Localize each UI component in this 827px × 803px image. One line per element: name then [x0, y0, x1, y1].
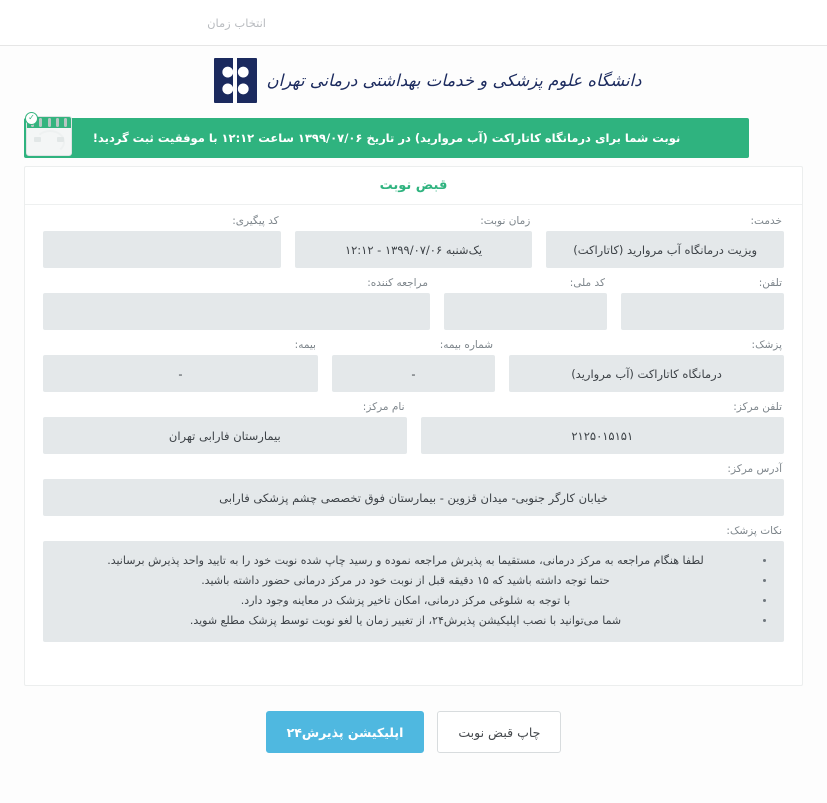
field-national-id-label: کد ملی: [569, 277, 605, 289]
field-doctor-notes [43, 525, 784, 642]
field-center-phone-label: تلفن مرکز: [733, 401, 782, 413]
field-tracking-code-label: کد پیگیری: [232, 215, 279, 227]
brand-header [0, 46, 827, 114]
list-item: حتما توجه داشته باشید که ۱۵ دقیقه قبل از نوبت خود در مرکز درمانی حضور داشته باشید. [55, 571, 756, 591]
success-banner [24, 118, 749, 158]
field-patient [43, 277, 430, 330]
list-item: شما می‌توانید با نصب اپلیکیشن پذیرش۲۴، از تغییر زمان یا لغو نوبت توسط پزشک مطلع شوید. [55, 611, 756, 631]
field-national-id-box[interactable] [444, 293, 607, 330]
field-insurance-number [332, 339, 495, 392]
field-patient-box[interactable] [43, 293, 430, 330]
field-insurance-number-box[interactable] [332, 355, 495, 392]
field-appointment-time-box[interactable] [295, 231, 533, 268]
field-center-name-value: بیمارستان فارابی تهران [168, 428, 281, 443]
field-center-phone-value: ۲۱۲۵۰۱۵۱۵۱ [571, 428, 634, 443]
field-doctor-notes-label: نکات پزشک: [726, 525, 782, 537]
field-insurance-label: بیمه: [294, 339, 316, 351]
field-center-name-box[interactable] [43, 417, 407, 454]
field-national-id [444, 277, 607, 330]
field-service-box[interactable] [546, 231, 784, 268]
field-service-label: خدمت: [750, 215, 782, 227]
university-logo-icon [214, 58, 257, 103]
step-tabs [0, 0, 827, 46]
page-title: قبض نوبت [25, 167, 802, 205]
field-patient-label: مراجعه کننده: [367, 277, 428, 289]
field-center-name-label: نام مرکز: [362, 401, 405, 413]
field-insurance-number-label: شماره بیمه: [439, 339, 493, 351]
check-badge-icon: ✓ [25, 112, 38, 125]
app-download-button[interactable]: اپلیکیشن پذیرش۲۴ [266, 711, 425, 753]
tab-submit-appointment[interactable] [0, 0, 5, 46]
field-phone [621, 277, 784, 330]
field-center-address-label: آدرس مرکز: [727, 463, 782, 475]
field-appointment-time-value: یک‌شنبه ۱۳۹۹/۰۷/۰۶ - ۱۲:۱۲ [344, 242, 483, 257]
field-insurance [43, 339, 318, 392]
success-banner-text: نوبت شما برای درمانگاه کاتاراکت (آب مروارید) در تاریخ ۱۳۹۹/۰۷/۰۶ ساعت ۱۲:۱۲ با موفقیت ثبت گردید! [92, 131, 681, 145]
field-row-1 [43, 215, 784, 268]
field-insurance-value: - [178, 366, 183, 381]
field-doctor-label: پزشک: [751, 339, 782, 351]
field-row-notes [43, 525, 784, 642]
list-item: لطفا هنگام مراجعه به مرکز درمانی، مستقیما به پذیرش مراجعه نموده و رسید چاپ شده نوبت خود را به تایید واحد پذیرش برسانید. [55, 551, 756, 571]
field-doctor-box[interactable] [509, 355, 784, 392]
field-insurance-box[interactable] [43, 355, 318, 392]
field-center-address [43, 463, 784, 516]
field-insurance-number-value: - [411, 366, 416, 381]
field-center-phone-box[interactable] [421, 417, 785, 454]
field-tracking-code [43, 215, 281, 268]
success-banner-row [24, 113, 803, 158]
field-appointment-time [295, 215, 533, 268]
field-phone-label: تلفن: [758, 277, 782, 289]
field-appointment-time-label: زمان نوبت: [480, 215, 531, 227]
receipt-card [24, 166, 803, 686]
list-item: با توجه به شلوغی مرکز درمانی، امکان تاخیر پزشک در معاینه وجود دارد. [55, 591, 756, 611]
field-center-phone [421, 401, 785, 454]
field-service [546, 215, 784, 268]
brand-name: دانشگاه علوم پزشکی و خدمات بهداشتی درمانی تهران [266, 70, 642, 90]
field-row-2 [43, 277, 784, 330]
field-center-name [43, 401, 407, 454]
field-doctor [509, 339, 784, 392]
field-row-4 [43, 401, 784, 454]
field-center-address-value: خیابان کارگر جنوبی- میدان قزوین - بیمارستان فوق تخصصی چشم پزشکی فارابی [219, 490, 608, 505]
tab-select-time[interactable]: انتخاب زمان [207, 15, 266, 30]
field-service-value: ویزیت درمانگاه آب مروارید (کاتاراکت) [573, 242, 758, 257]
field-doctor-value: درمانگاه کاتاراکت (آب مروارید) [571, 366, 722, 381]
field-row-3 [43, 339, 784, 392]
field-center-address-box[interactable] [43, 479, 784, 516]
footer-actions [0, 711, 827, 753]
field-row-5 [43, 463, 784, 516]
print-receipt-button[interactable]: چاپ قبض نوبت [437, 711, 561, 753]
field-phone-box[interactable] [621, 293, 784, 330]
field-tracking-code-box[interactable] [43, 231, 281, 268]
doctor-notes-list [55, 551, 772, 631]
calendar-check-icon [24, 110, 74, 158]
doctor-notes-box [43, 541, 784, 642]
